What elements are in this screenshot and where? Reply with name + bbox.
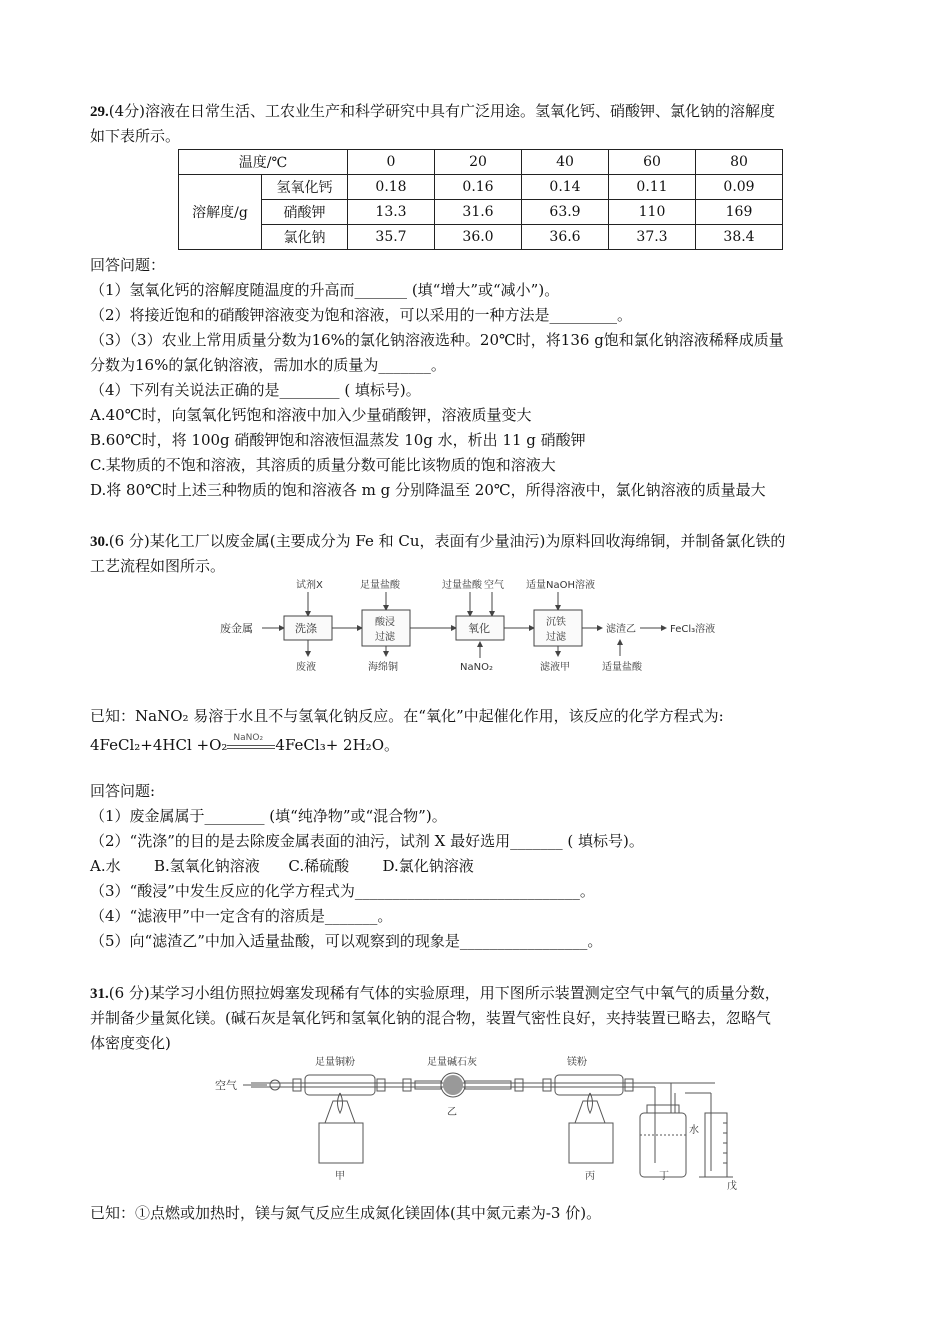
q31-known: 已知：①点燃或加热时，镁与氮气反应生成氮化镁固体(其中氮元素为-3 价)。 [90,1204,602,1222]
q29-option-c: C.某物质的不饱和溶液，其溶质的质量分数可能比该物质的饱和溶液大 [90,456,556,474]
apparatus-water: 水 [689,1125,699,1136]
q30-item-1: （1）废金属属于________ (填“纯净物”或“混合物”)。 [90,807,447,825]
q29-line2: 如下表所示。 [90,127,181,145]
table-cell: 0.09 [696,175,783,200]
flow-acid2: 过量盐酸 [442,580,482,591]
row-group-label: 溶解度/g [179,175,262,250]
equation-catalyst: NaNO₂ [233,733,264,743]
q29-item-1: （1）氢氧化钙的溶解度随温度的升高而_______ (填“增大”或“减小”)。 [90,281,560,299]
q31-line1 [90,982,870,1005]
label-ding: 丁 [659,1171,669,1182]
q29-option-d: D.将 80℃时上述三种物质的饱和溶液各 m g 分别降温至 20℃，所得溶液中，氯化钠溶液的质量最大 [90,481,766,499]
flow-air: 空气 [484,580,504,591]
table-cell: 35.7 [348,225,435,250]
flow-naoh: 适量NaOH溶液 [526,580,595,591]
flow-product: FeCl₃溶液 [670,624,716,635]
solubility-table [178,149,783,250]
label-yi: 乙 [447,1107,457,1118]
temp-60: 60 [609,150,696,175]
flow-precip2: 过滤 [546,632,566,643]
table-cell: 31.6 [435,200,522,225]
temp-0: 0 [348,150,435,175]
temp-20: 20 [435,150,522,175]
substance-name: 氯化钠 [262,225,348,250]
q29-answer-intro: 回答问题： [90,256,166,274]
flow-residue-b: 滤渣乙 [606,624,636,635]
table-cell: 0.14 [522,175,609,200]
table-cell: 0.11 [609,175,696,200]
q30-item-5: （5）向“滤渣乙”中加入适量盐酸，可以观察到的现象是_________________。 [90,932,603,950]
label-jia: 甲 [335,1171,345,1182]
flow-leach2: 过滤 [375,632,395,643]
q29-number: 29. [90,104,109,120]
q29-line1 [90,100,870,123]
flow-reagent-x: 试剂X [296,580,323,591]
flow-acid1: 足量盐酸 [360,580,400,591]
q31-line2: 并制备少量氮化镁。(碱石灰是氧化钙和氢氧化钠的混合物，装置气密性良好，夹持装置已略去，忽略气 [90,1009,771,1027]
flow-precip1: 沉铁 [546,617,566,628]
apparatus-copper: 足量铜粉 [315,1057,355,1068]
q30-text1: (6 分)某化工厂以废金属(主要成分为 Fe 和 Cu，表面有少量油污)为原料回收海绵铜，并制备氯化铁的 [108,532,786,550]
table-cell: 63.9 [522,200,609,225]
flow-sponge-cu: 海绵铜 [368,662,398,673]
q31-line3: 体密度变化) [90,1034,171,1052]
flow-oxidize: 氧化 [468,622,490,635]
table-cell: 38.4 [696,225,783,250]
q30-equation [90,734,870,756]
q30-line1 [90,530,870,553]
table-cell: 37.3 [609,225,696,250]
table-cell: 110 [609,200,696,225]
q30-line2: 工艺流程如图所示。 [90,557,226,575]
flow-start: 废金属 [220,622,253,635]
label-bing: 丙 [585,1171,595,1182]
flow-waste: 废液 [296,662,316,673]
q29-text1: (4分)溶液在日常生活、工农业生产和科学研究中具有广泛用途。氢氧化钙、硝酸钾、氯化钠的溶解度 [108,102,776,120]
q29-item-3: （3）（3）农业上常用质量分数为16%的氯化钠溶液选种。20℃时，将136 g饱和氯化钠溶液稀释成质量 [90,331,784,349]
flow-nano2: NaNO₂ [460,662,493,673]
temp-80: 80 [696,150,783,175]
q30-item-2: （2）“洗涤”的目的是去除废金属表面的油污，试剂 X 最好选用_______ ( 填标号)。 [90,832,644,850]
q30-item-3: （3）“酸浸”中发生反应的化学方程式为______________________________。 [90,882,595,900]
apparatus-air: 空气 [215,1079,237,1092]
table-header-temp: 温度/℃ [179,150,348,175]
table-row [179,225,783,250]
table-cell: 36.0 [435,225,522,250]
process-flow-diagram [220,578,740,678]
q29-item-2: （2）将接近饱和的硝酸钾溶液变为饱和溶液，可以采用的一种方法是_________。 [90,306,633,324]
apparatus-magnesium: 镁粉 [567,1057,587,1068]
table-row [179,200,783,225]
substance-name: 氢氧化钙 [262,175,348,200]
q30-known: 已知：NaNO₂ 易溶于水且不与氢氧化钠反应。在“氧化”中起催化作用，该反应的化学方程式为: [90,707,724,725]
table-cell: 36.6 [522,225,609,250]
q30-item-4: （4）“滤液甲”中一定含有的溶质是_______。 [90,907,393,925]
temp-40: 40 [522,150,609,175]
q30-item-2-options: A.水 B.氢氧化钠溶液 C.稀硫酸 D.氯化钠溶液 [90,857,474,875]
q29-item-4: （4）下列有关说法正确的是________ ( 填标号)。 [90,381,421,399]
table-row [179,175,783,200]
substance-name: 硝酸钾 [262,200,348,225]
table-cell: 13.3 [348,200,435,225]
q29-option-a: A.40℃时，向氢氧化钙饱和溶液中加入少量硝酸钾，溶液质量变大 [90,406,532,424]
table-cell: 169 [696,200,783,225]
q29-option-b: B.60℃时，将 100g 硝酸钾饱和溶液恒温蒸发 10g 水，析出 11 g 硝酸钾 [90,431,586,449]
equation-left: 4FeCl₂+4HCl +O₂ [90,736,228,754]
q31-number: 31. [90,986,109,1002]
equation-right: 4FeCl₃+ 2H₂O。 [275,736,399,754]
q30-answer-intro: 回答问题: [90,782,156,800]
apparatus-soda-lime: 足量碱石灰 [427,1057,477,1068]
flow-acid3: 适量盐酸 [602,662,642,673]
table-cell: 0.18 [348,175,435,200]
q30-number: 30. [90,534,109,550]
flow-filtrate-a: 滤液甲 [540,662,570,673]
apparatus-diagram [215,1053,750,1193]
table-cell: 0.16 [435,175,522,200]
equation-arrow [227,733,275,753]
flow-wash: 洗涤 [295,622,317,635]
flow-leach1: 酸浸 [375,617,395,628]
q29-item-3-cont: 分数为16%的氯化钠溶液，需加水的质量为_______。 [90,356,446,374]
q31-text1: (6 分)某学习小组仿照拉姆塞发现稀有气体的实验原理，用下图所示装置测定空气中氧气的质量分数， [108,984,780,1002]
label-wu: 戊 [727,1181,737,1192]
